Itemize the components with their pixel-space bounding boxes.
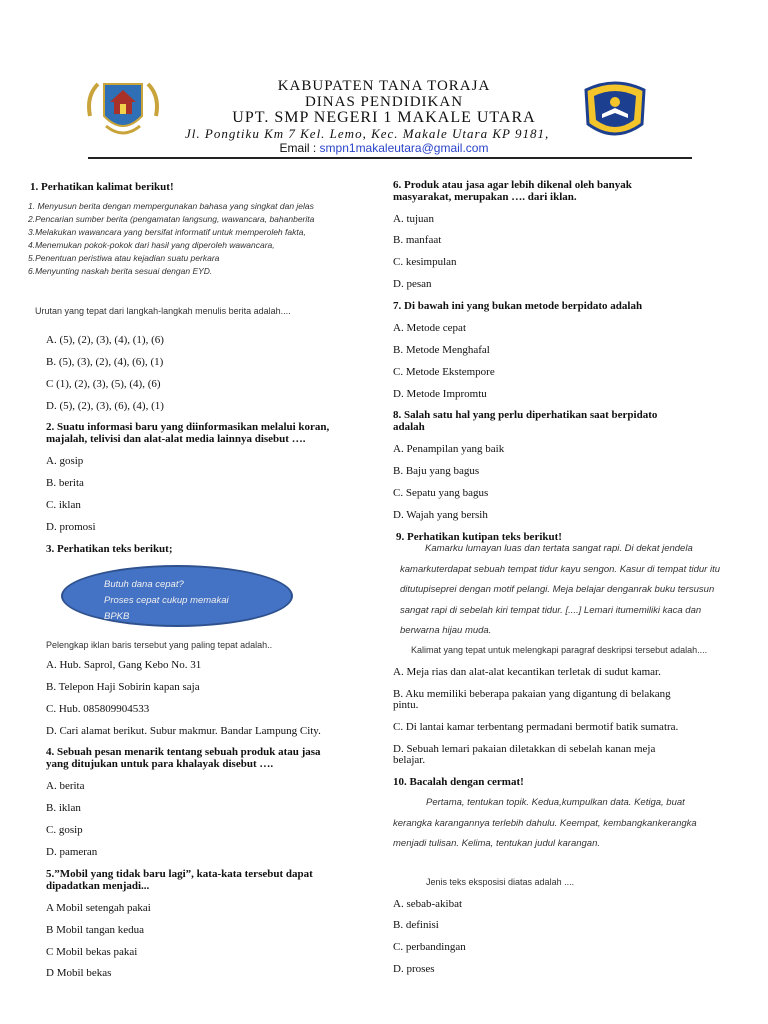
q6-option-b[interactable]: B. manfaat — [393, 234, 442, 246]
q1-option-d[interactable]: D. (5), (2), (3), (6), (4), (1) — [46, 400, 164, 412]
q2-option-a[interactable]: A. gosip — [46, 455, 84, 467]
q9-option-b[interactable]: B. Aku memiliki beberapa pakaian yang digantung di belakang — [393, 688, 671, 700]
q3-option-a[interactable]: A. Hub. Saprol, Gang Kebo No. 31 — [46, 659, 202, 671]
q3-ad-line: BPKB — [104, 611, 130, 622]
q10-option-a[interactable]: A. sebab-akibat — [393, 898, 463, 910]
q9-prompt: Kalimat yang tepat untuk melengkapi paragraf deskripsi tersebut adalah.... — [411, 645, 708, 655]
q9-option-a[interactable]: A. Meja rias dan alat-alat kecantikan terletak di sudut kamar. — [393, 666, 661, 678]
q8-option-a[interactable]: A. Penampilan yang baik — [393, 443, 505, 455]
q9-passage-image — [400, 539, 720, 642]
header-divider — [88, 157, 692, 159]
q10-option-b[interactable]: B. definisi — [393, 919, 439, 931]
question-9: 9. Perhatikan kutipan teks berikut! — [396, 531, 562, 543]
q10-passage-line: menjadi tulisan. Kelima, tentukan judul karangan. — [393, 838, 601, 849]
q9-passage-line: kamarkuterdapat sebuah tempat tidur kayu sengon. Kasur di tempat tidur itu — [400, 563, 721, 575]
question-8-line2: adalah — [393, 421, 425, 433]
q4-option-b[interactable]: B. iklan — [46, 802, 81, 814]
q2-option-b[interactable]: B. berita — [46, 477, 84, 489]
q7-option-a[interactable]: A. Metode cepat — [393, 322, 466, 334]
question-10: 10. Bacalah dengan cermat! — [393, 776, 524, 788]
q8-option-c[interactable]: C. Sepatu yang bagus — [393, 487, 489, 499]
q4-option-a[interactable]: A. berita — [46, 780, 85, 792]
q3-option-d[interactable]: D. Cari alamat berikut. Subur makmur. Bandar Lampung City. — [46, 725, 321, 737]
q3-prompt: Pelengkap iklan baris tersebut yang paling tepat adalah.. — [46, 640, 273, 650]
q1-step: 1. Menyusun berita dengan mempergunakan bahasa yang singkat dan jelas — [28, 201, 314, 211]
question-2-line2: majalah, telivisi dan alat-alat media lainnya disebut …. — [46, 433, 306, 445]
q9-passage-line: Kamarku lumayan luas dan tertata sangat rapi. Di dekat jendela — [425, 543, 693, 554]
q4-option-d[interactable]: D. pameran — [46, 846, 98, 858]
question-5-line1: 5.”Mobil yang tidak baru lagi”, kata-kata tersebut dapat — [46, 868, 313, 880]
q5-option-a[interactable]: A Mobil setengah pakai — [46, 902, 151, 914]
q2-option-d[interactable]: D. promosi — [46, 521, 96, 533]
q4-option-c[interactable]: C. gosip — [46, 824, 83, 836]
q10-option-d[interactable]: D. proses — [393, 963, 435, 975]
q1-step: 6.Menyunting naskah berita sesuai dengan EYD. — [28, 266, 213, 276]
q9-passage-line: sangat rapi di sebelah kiri tempat tidur. [....] Lemari itumemiliki kaca dan — [400, 604, 702, 616]
header-address: Jl. Pongtiku Km 7 Kel. Lemo, Kec. Makale Utara KP 9181, — [185, 126, 550, 141]
header-department: DINAS PENDIDIKAN — [304, 94, 464, 110]
q2-option-c[interactable]: C. iklan — [46, 499, 81, 511]
header-regency: KABUPATEN TANA TORAJA — [277, 78, 491, 94]
question-2-line1: 2. Suatu informasi baru yang diinformasikan melalui koran, — [46, 421, 330, 433]
q6-option-a[interactable]: A. tujuan — [393, 213, 434, 225]
q7-option-d[interactable]: D. Metode Impromtu — [393, 388, 487, 400]
q10-passage-line: Pertama, tentukan topik. Kedua,kumpulkan data. Ketiga, buat — [426, 797, 685, 808]
q6-option-c[interactable]: C. kesimpulan — [393, 256, 457, 268]
q3-option-b[interactable]: B. Telepon Haji Sobirin kapan saja — [46, 681, 200, 693]
question-6-line1: 6. Produk atau jasa agar lebih dikenal oleh banyak — [393, 179, 632, 191]
q3-option-c[interactable]: C. Hub. 085809904533 — [46, 703, 150, 715]
q5-option-d[interactable]: D Mobil bekas — [46, 967, 112, 979]
header-school: UPT. SMP NEGERI 1 MAKALE UTARA — [232, 109, 536, 126]
q1-option-c[interactable]: C (1), (2), (3), (5), (4), (6) — [46, 378, 161, 390]
question-4-line2: yang ditujukan untuk para khalayak disebut …. — [46, 758, 274, 770]
q1-option-b[interactable]: B. (5), (3), (2), (4), (6), (1) — [46, 356, 164, 368]
q1-step: 3.Melakukan wawancara yang bersifat informatif untuk memperoleh fakta, — [28, 227, 306, 237]
q1-option-a[interactable]: A. (5), (2), (3), (4), (1), (6) — [46, 334, 164, 346]
q9-option-d-cont: belajar. — [393, 754, 426, 766]
q6-option-d[interactable]: D. pesan — [393, 278, 432, 290]
q7-option-b[interactable]: B. Metode Menghafal — [393, 344, 490, 356]
question-6-line2: masyarakat, merupakan …. dari iklan. — [393, 191, 577, 203]
q1-steps-image — [28, 200, 314, 278]
q9-option-c[interactable]: C. Di lantai kamar terbentang permadani bermotif batik sumatra. — [393, 721, 679, 733]
header-email — [0, 141, 768, 155]
q9-passage-line: ditutupiseprei dengan motif pelangi. Meja belajar denganrak buku tersusun — [400, 584, 715, 595]
q1-step: 5.Penentuan peristiwa atau kejadian suatu perkara — [28, 253, 220, 263]
q10-passage-image — [393, 793, 697, 855]
question-1: 1. Perhatikan kalimat berikut! — [30, 181, 174, 193]
question-8-line1: 8. Salah satu hal yang perlu diperhatikan saat berpidato — [393, 409, 658, 421]
q8-option-d[interactable]: D. Wajah yang bersih — [393, 509, 488, 521]
question-4-line1: 4. Sebuah pesan menarik tentang sebuah produk atau jasa — [46, 746, 321, 758]
email-link[interactable]: smpn1makaleutara@gmail.com — [319, 141, 489, 155]
q9-option-d[interactable]: D. Sebuah lemari pakaian diletakkan di sebelah kanan meja — [393, 743, 656, 755]
q8-option-b[interactable]: B. Baju yang bagus — [393, 465, 480, 477]
q10-passage-line: kerangka karangannya terlebih dahulu. Keempat, kembangkankerangka — [393, 817, 697, 829]
email-label: Email : — [279, 141, 317, 155]
question-5-line2: dipadatkan menjadi... — [46, 880, 150, 892]
q1-step: 2.Pencarian sumber berita (pengamatan langsung, wawancara, bahanberita — [28, 214, 315, 224]
question-7: 7. Di bawah ini yang bukan metode berpidato adalah — [393, 300, 643, 312]
q10-prompt: Jenis teks eksposisi diatas adalah .... — [426, 877, 575, 887]
question-3: 3. Perhatikan teks berikut; — [46, 543, 173, 555]
q10-option-c[interactable]: C. perbandingan — [393, 941, 466, 953]
q5-option-b[interactable]: B Mobil tangan kedua — [46, 924, 145, 936]
q5-option-c[interactable]: C Mobil bekas pakai — [46, 946, 138, 958]
q9-option-b-cont: pintu. — [393, 699, 419, 711]
q1-step: 4.Menemukan pokok-pokok dari hasil yang diperoleh wawancara, — [28, 240, 275, 250]
q3-ad-line: Butuh dana cepat? — [104, 579, 184, 590]
q1-prompt: Urutan yang tepat dari langkah-langkah menulis berita adalah.... — [35, 306, 291, 316]
q3-ad-line: Proses cepat cukup memakai — [104, 595, 229, 606]
q9-passage-line: berwarna hijau muda. — [400, 625, 492, 636]
q7-option-c[interactable]: C. Metode Ekstempore — [393, 366, 495, 378]
